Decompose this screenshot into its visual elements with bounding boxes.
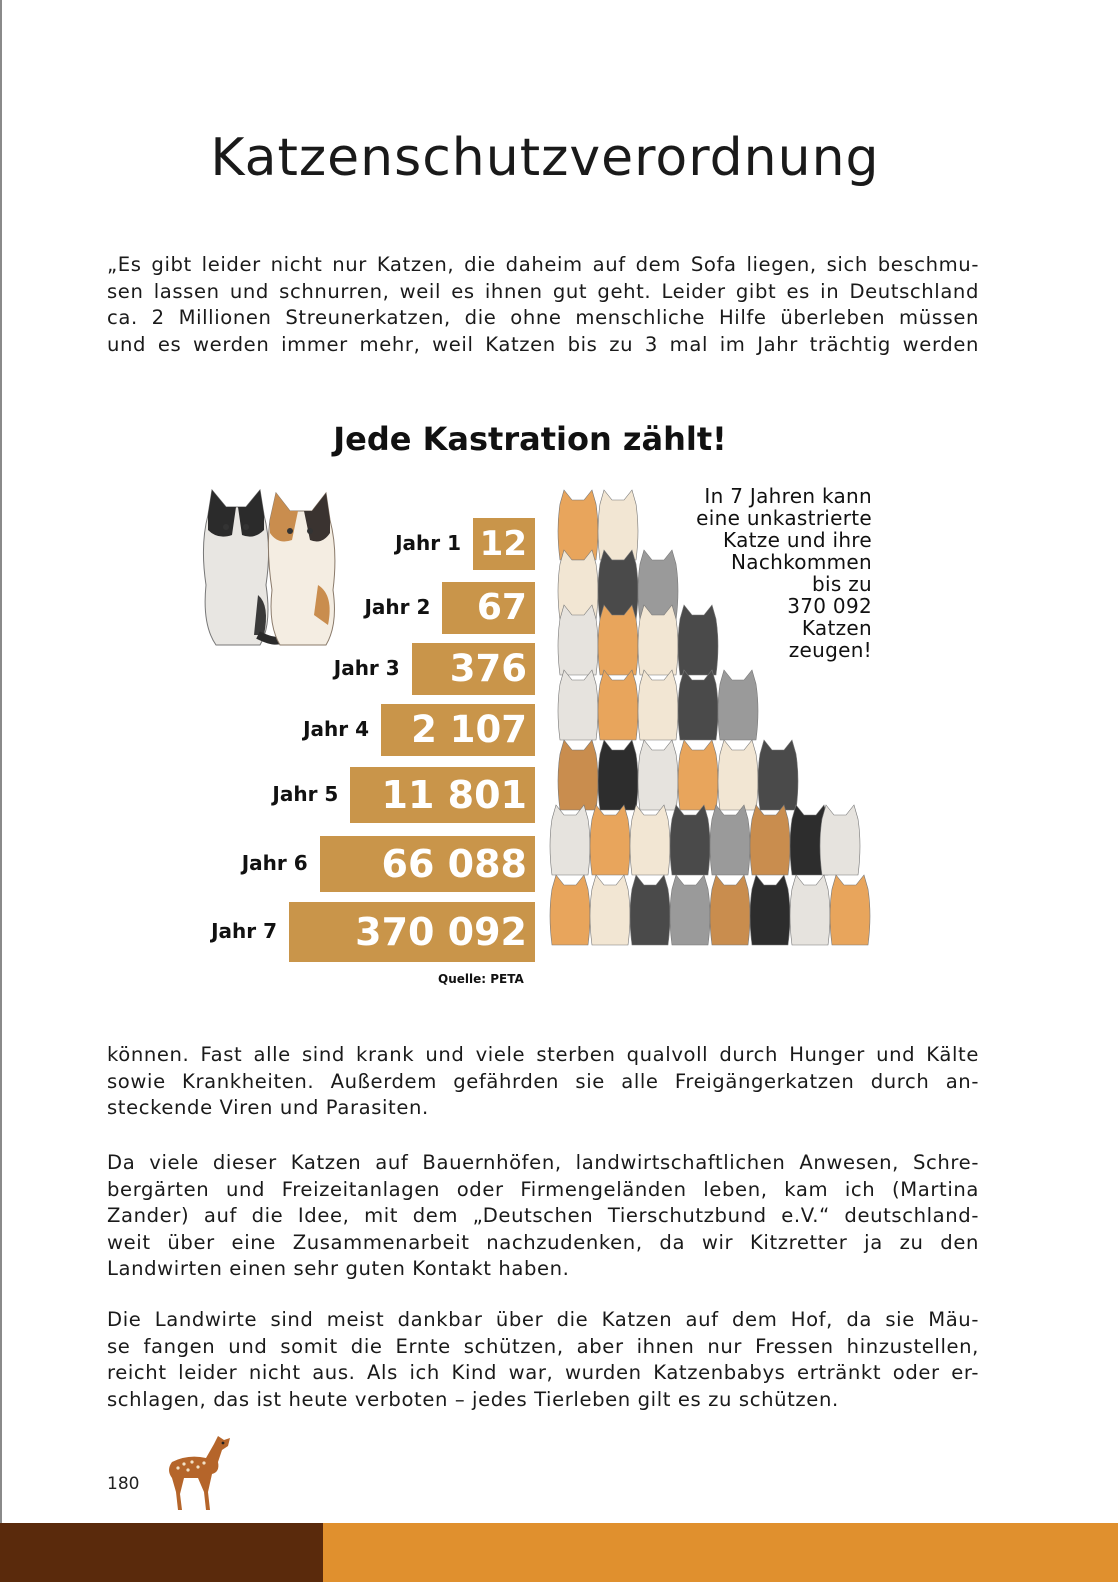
body-line: Zander) auf die Idee, mit dem „Deutschen Tierschutzbund e.V.“ deutschland-: [107, 1204, 979, 1227]
cat-icon: [670, 875, 710, 945]
cat-icon: [678, 740, 718, 810]
cat-icon: [718, 740, 758, 810]
body-paragraph-3: [107, 1307, 979, 1413]
cat-icon: [830, 875, 870, 945]
bar-label-3: Jahr 3: [333, 656, 400, 680]
cat-icon: [598, 740, 638, 810]
bar-label-2: Jahr 2: [364, 595, 431, 619]
side-note-line: Katze und ihre: [723, 528, 872, 552]
cat-icon: [820, 805, 860, 875]
cat-icon: [710, 805, 750, 875]
body-paragraph-1: [107, 1042, 979, 1122]
cat-icon: [750, 875, 790, 945]
side-note-line: 370 092: [787, 594, 872, 618]
fawn-icon: [158, 1432, 238, 1514]
side-note: [660, 485, 872, 661]
intro-line: sen lassen und schnurren, weil es ihnen gut geht. Leider gibt es in Deutschland: [107, 279, 979, 303]
body-line: können. Fast alle sind krank und viele sterben qualvoll durch Hunger und Kälte: [107, 1043, 979, 1066]
cat-icon: [558, 740, 598, 810]
cat-icon: [598, 490, 638, 560]
side-note-line: Nachkommen: [731, 550, 872, 574]
body-line: Die Landwirte sind meist dankbar über die Katzen auf dem Hof, da sie Mäu-: [107, 1308, 979, 1331]
intro-paragraph: [107, 252, 979, 358]
side-note-line: In 7 Jahren kann: [704, 484, 872, 508]
intro-line: und es werden immer mehr, weil Katzen bis zu 3 mal im Jahr trächtig werden: [107, 332, 979, 356]
cat-icon: [598, 670, 638, 740]
cat-icon: [558, 605, 598, 675]
page-number: 180: [107, 1474, 140, 1494]
body-line: weit über eine Zusammenarbeit nachzudenken, da wir Kitzretter ja zu den: [107, 1230, 979, 1254]
page-edge: [0, 0, 2, 1582]
cat-icon: [268, 493, 335, 645]
intro-line: „Es gibt leider nicht nur Katzen, die daheim auf dem Sofa liegen, sich beschmu-: [107, 253, 979, 276]
body-line: se fangen und somit die Ernte schützen, aber ihnen nur Fressen hinzustellen,: [107, 1334, 979, 1358]
cat-icon: [630, 875, 670, 945]
cat-icon: [550, 805, 590, 875]
side-note-line: eine unkastrierte: [696, 506, 872, 530]
body-line: sowie Krankheiten. Außerdem gefährden sie alle Freigängerkatzen durch an-: [107, 1069, 979, 1093]
bar-label-7: Jahr 7: [211, 919, 277, 943]
cat-icon: [718, 670, 758, 740]
cat-icon: [758, 740, 798, 810]
footer-bar-orange: [323, 1523, 1118, 1582]
cat-icon: [790, 875, 830, 945]
cat-icon: [750, 805, 790, 875]
cat-icon: [630, 805, 670, 875]
body-line: Da viele dieser Katzen auf Bauernhöfen, landwirtschaftlichen Anwesen, Schre-: [107, 1151, 979, 1174]
cat-icon: [638, 740, 678, 810]
cat-icon: [678, 670, 718, 740]
cat-pair-illustration: [188, 485, 358, 660]
cat-icon: [598, 605, 638, 675]
body-line: steckende Viren und Parasiten.: [107, 1096, 429, 1119]
body-line: schlagen, das ist heute verboten – jedes Tierleben gilt es zu schützen.: [107, 1387, 839, 1411]
body-line: bergärten und Freizeitanlagen oder Firmengeländen leben, kam ich (Martina: [107, 1177, 979, 1201]
body-line: Landwirten einen sehr guten Kontakt haben.: [107, 1257, 570, 1280]
page-title: Katzenschutzverordnung: [210, 128, 880, 188]
bar-label-1: Jahr 1: [395, 531, 461, 555]
bar-4: 2 107: [381, 704, 535, 756]
infographic-title: Jede Kastration zählt!: [333, 420, 727, 458]
side-note-line: Katzen: [801, 616, 872, 640]
cat-icon: [590, 805, 630, 875]
bar-6: 66 088: [320, 836, 535, 892]
footer-bar-dark: [0, 1523, 323, 1582]
intro-line: ca. 2 Millionen Streunerkatzen, die ohne menschliche Hilfe überleben müssen: [107, 306, 979, 329]
cat-icon: [670, 805, 710, 875]
bar-7: 370 092: [289, 902, 535, 962]
cat-icon: [558, 490, 598, 560]
cat-icon: [638, 670, 678, 740]
bar-label-5: Jahr 5: [272, 782, 339, 806]
chart-source: Quelle: PETA: [438, 972, 524, 986]
bar-2: 67: [442, 582, 535, 634]
bar-5: 11 801: [350, 767, 535, 823]
cat-icon: [590, 875, 630, 945]
bar-1: 12: [473, 518, 535, 570]
bar-3: 376: [412, 643, 535, 695]
side-note-line: bis zu: [811, 572, 872, 596]
body-line: reicht leider nicht aus. Als ich Kind war, wurden Katzenbabys ertränkt oder er-: [107, 1361, 979, 1384]
bar-label-4: Jahr 4: [303, 717, 369, 741]
cat-icon: [550, 875, 590, 945]
body-paragraph-2: [107, 1150, 979, 1283]
bar-label-6: Jahr 6: [241, 851, 308, 875]
side-note-line: zeugen!: [788, 638, 872, 662]
cat-icon: [710, 875, 750, 945]
cat-icon: [558, 670, 598, 740]
